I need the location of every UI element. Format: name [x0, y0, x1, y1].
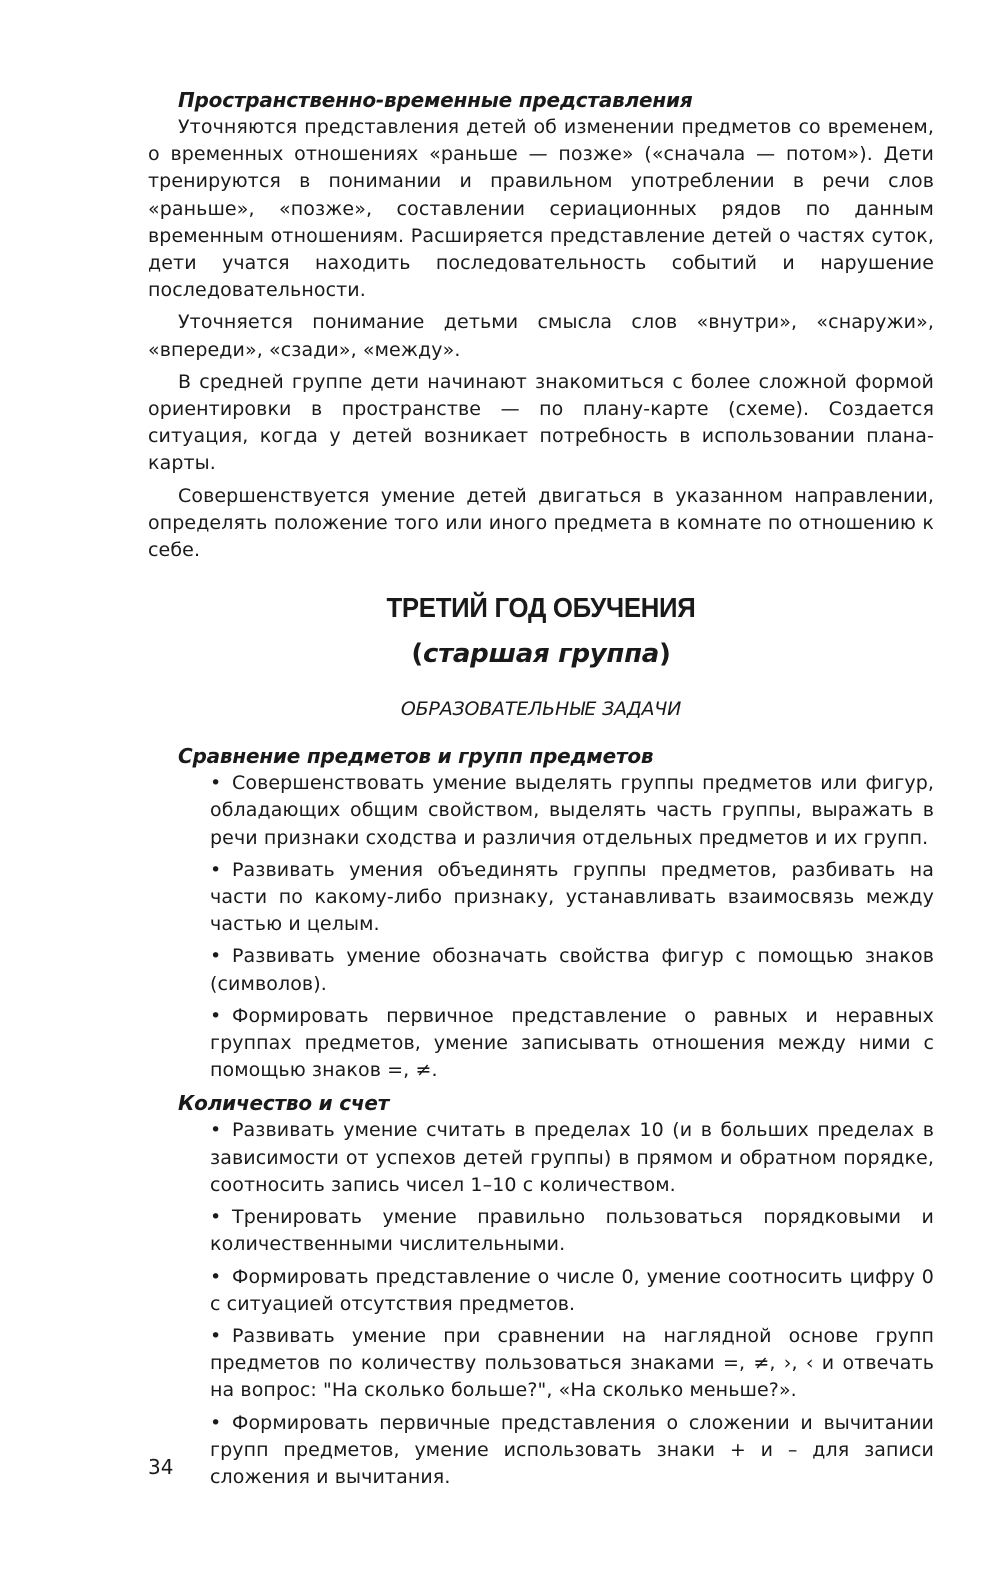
list-item-text: Развивать умение при сравнении на наглядной основе групп предметов по количеству пользоваться знаками =, ≠, ›, ‹ и отвечать на вопрос: "На сколько больше?", «На сколько меньше?». — [210, 1324, 934, 1402]
chapter-subtitle — [148, 636, 934, 672]
list-item-text: Тренировать умение правильно пользоваться порядковыми и количественными числительными. — [210, 1206, 934, 1256]
list-item — [210, 943, 934, 997]
bullet-icon: • — [210, 858, 222, 881]
paragraph: Уточняется понимание детьми смысла слов «внутри», «снаружи», «впереди», «сзади», «между». — [148, 311, 934, 361]
subtitle-text: старшая группа — [423, 639, 659, 670]
section-heading-comparison: Сравнение предметов и групп предметов — [178, 744, 654, 769]
paragraph: Уточняются представления детей об изменении предметов со временем, о временных отношениях «раньше — позже» («сначала — потом»). Дети тренируются в понимании и правильном употреблении в речи слов «раньше», «позже», составлении сериационных рядов по данным временным отношениям. Расширяется представление детей о частях суток, дети учатся находить последовательность событий и нарушение последовательности. — [148, 116, 934, 302]
page-number: 34 — [148, 1455, 174, 1479]
bullet-icon: • — [210, 945, 222, 968]
list-item — [210, 1410, 934, 1492]
list-item-text: Совершенствовать умение выделять группы предметов или фигур, обладающих общим свойством, выделять часть группы, выражать в речи признаки сходства и различия отдельных предметов и их групп. — [210, 772, 934, 849]
list-item — [210, 857, 934, 939]
educational-tasks-label: ОБРАЗОВАТЕЛЬНЫЕ ЗАДАЧИ — [400, 698, 682, 721]
bullet-icon: • — [210, 1119, 222, 1142]
comparison-list — [210, 770, 934, 1084]
bullet-icon: • — [210, 1004, 222, 1027]
page-content — [148, 86, 934, 1496]
list-item-text: Формировать первичное представление о равных и неравных группах предметов, умение записывать отношения между ними с помощью знаков =, ≠. — [210, 1004, 934, 1082]
paragraph: В средней группе дети начинают знакомиться с более сложной формой ориентировки в пространстве — по плану-карте (схеме). Создается ситуация, когда у детей возникает потребность в использовании плана-карты. — [148, 370, 934, 475]
section-heading-quantity: Количество и счет — [178, 1091, 390, 1116]
list-item — [210, 770, 934, 852]
list-item — [210, 1264, 934, 1318]
list-item-text: Развивать умения объединять группы предметов, разбивать на части по какому-либо признаку, устанавливать взаимосвязь между частью и целым. — [210, 858, 934, 936]
list-item-text: Развивать умение обозначать свойства фигур с помощью знаков (символов). — [210, 945, 934, 995]
subtitle-paren-open: ( — [411, 639, 424, 670]
bullet-icon: • — [210, 772, 222, 795]
quantity-list — [210, 1117, 934, 1491]
list-item-text: Формировать первичные представления о сложении и вычитании групп предметов, умение использовать знаки + и – для записи сложения и вычитания. — [210, 1411, 934, 1488]
section-heading-spatial-temporal: Пространственно-временные представления — [178, 88, 693, 112]
bullet-icon: • — [210, 1411, 222, 1434]
list-item — [210, 1204, 934, 1258]
subtitle-paren-close: ) — [658, 639, 671, 670]
paragraph: Совершенствуется умение детей двигаться в указанном направлении, определять положение того или иного предмета в комнате по отношению к себе. — [148, 484, 934, 562]
bullet-icon: • — [210, 1324, 222, 1347]
list-item — [210, 1323, 934, 1405]
list-item — [210, 1117, 934, 1199]
bullet-icon: • — [210, 1206, 222, 1229]
bullet-icon: • — [210, 1265, 222, 1288]
list-item — [210, 1003, 934, 1085]
chapter-title: ТРЕТИЙ ГОД ОБУЧЕНИЯ — [386, 592, 696, 624]
list-item-text: Формировать представление о числе 0, умение соотносить цифру 0 с ситуацией отсутствия предметов. — [210, 1265, 934, 1315]
list-item-text: Развивать умение считать в пределах 10 (и в больших пределах в зависимости от успехов детей группы) в прямом и обратном порядке, соотносить запись чисел 1–10 с количеством. — [210, 1119, 934, 1196]
